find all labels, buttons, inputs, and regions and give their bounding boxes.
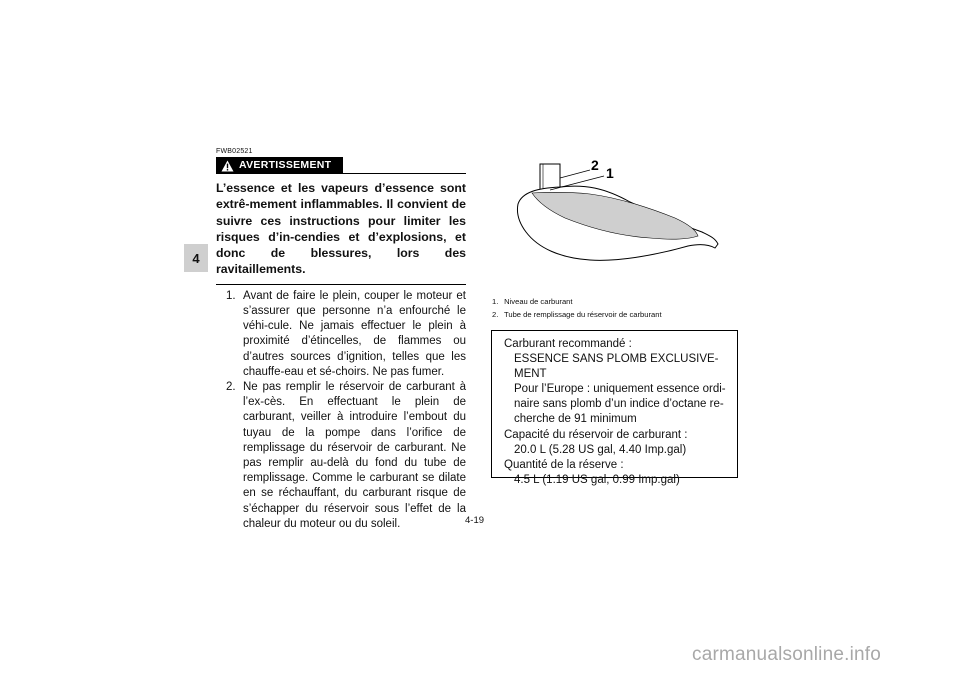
caption-number: 2. <box>492 309 499 319</box>
spec-line: MENT <box>514 368 547 381</box>
fuel-spec-box <box>491 330 738 486</box>
fuel-tank-illustration <box>510 152 735 292</box>
step-number: 1. <box>226 289 236 302</box>
warning-header-rule <box>343 173 466 174</box>
caption-item <box>492 296 662 309</box>
warning-label: AVERTISSEMENT <box>239 159 332 171</box>
caption-text: Tube de remplissage du réservoir de carburant <box>503 309 662 319</box>
warning-header <box>216 157 466 174</box>
step-text: Avant de faire le plein, couper le moteur et s’assurer que personne n’a enfourché le véhi-cule. Ne jamais effectuer le plein à proximité d’étincelles, de flammes ou d’autres sources d’ignition, telles que les chauffe-eau et sé-choirs. Ne pas fumer. <box>243 289 466 378</box>
step-number: 2. <box>226 381 236 393</box>
page-number: 4-19 <box>465 515 485 526</box>
caption-number: 1. <box>492 297 499 306</box>
warning-divider <box>216 284 466 285</box>
spec-line: cherche de 91 minimum <box>514 413 637 426</box>
warning-text: L’essence et les vapeurs d’essence sont extrê-mement inflammables. Il convient de suivre ces instructions pour limiter les risques d’in-cendies et d’explosions, et donc de blessures, lors des ravitaillements. <box>216 181 466 277</box>
spec-heading: Carburant recommandé : <box>504 338 632 350</box>
spec-line: 20.0 L (5.28 US gal, 4.40 Imp.gal) <box>514 443 687 456</box>
spec-line: ESSENCE SANS PLOMB EXCLUSIVE- <box>514 353 719 366</box>
spec-line: Pour l’Europe : uniquement essence ordi- <box>514 383 726 396</box>
chapter-tab: 4 <box>184 244 208 272</box>
spec-heading: Capacité du réservoir de carburant : <box>504 428 688 441</box>
caption-item <box>492 309 662 322</box>
watermark: carmanualsonline.info <box>692 644 882 665</box>
step-text: Ne pas remplir le réservoir de carburant à l’ex-cès. En effectuant le plein de carburant, veiller à introduire l’embout du tuyau de la pompe dans l’orifice de remplissage du réservoir de carburant. Ne pas remplir au-delà du fond du tube de remplissage. Comme le carburant se dilate en se réchauffant, du carburant risque de s’échapper du réservoir sous l’effet de la chaleur du moteur ou du soleil. <box>243 381 466 530</box>
spec-line: naire sans plomb d’un indice d’octane re- <box>514 398 724 411</box>
steps-list <box>216 289 466 532</box>
list-item <box>216 289 466 380</box>
list-item <box>216 380 466 532</box>
warning-triangle-icon <box>221 160 234 172</box>
callout-1-label: 1 <box>606 165 614 181</box>
illustration-captions <box>492 296 662 321</box>
warning-label-box <box>216 157 343 174</box>
spec-heading: Quantité de la réserve : <box>504 458 624 471</box>
caption-text: Niveau de carburant <box>504 297 573 306</box>
callout-2-label: 2 <box>591 157 599 173</box>
warning-ref-code: FWB02521 <box>216 148 253 155</box>
spec-line: 4.5 L (1.19 US gal, 0.99 Imp.gal) <box>514 473 680 486</box>
left-column <box>216 148 466 532</box>
